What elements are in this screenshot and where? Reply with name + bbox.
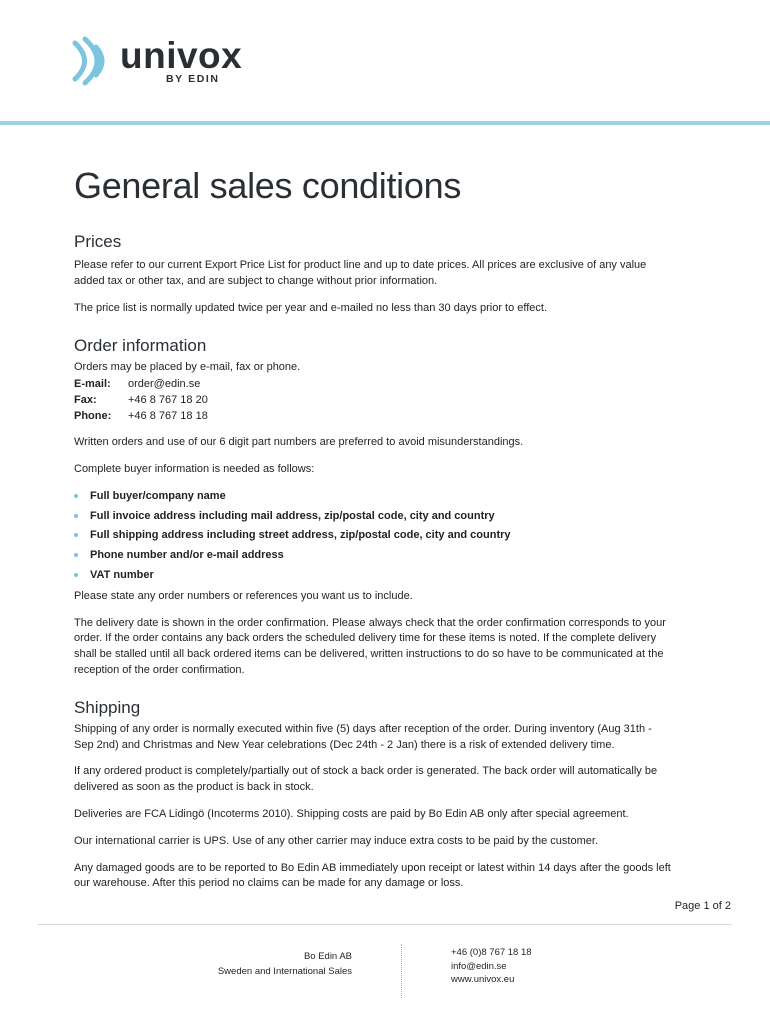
order-delivery-note: The delivery date is shown in the order confirmation. Please always check that the order confirmation corresponds to your order. If the order contains any back orders the scheduled delivery time for these items is noted. If the complete delivery shall be stalled until all back ordered items can be delivered, written instructions to do so have to be communicated at the reception of the order confirmation. [74, 616, 666, 676]
univox-logo [72, 34, 272, 90]
contact-label: Fax: [74, 394, 97, 407]
footer-company-block [200, 949, 352, 979]
document-body [74, 160, 674, 892]
section-prices [74, 231, 674, 316]
order-complete-note: Complete buyer information is needed as follows: [74, 462, 315, 475]
bullet-dot-icon [74, 553, 78, 557]
bullet-dot-icon [74, 573, 78, 577]
list-item: Full invoice address including mail address, zip/postal code, city and country [74, 507, 674, 527]
list-item: VAT number [74, 566, 674, 586]
footer-phone: +46 (0)8 767 18 18 [451, 947, 532, 958]
order-intro: Orders may be placed by e-mail, fax or phone. [74, 361, 301, 374]
prices-paragraph-1: Please refer to our current Export Price List for product line and up to date prices. All prices are exclusive of any value added tax or other tax, and are subject to change without prior information. [74, 259, 647, 287]
bullet-dot-icon [74, 494, 78, 498]
contact-row-phone [74, 408, 674, 424]
contact-fax-value: +46 8 767 18 20 [128, 394, 208, 407]
shipping-paragraph-1: Shipping of any order is normally executed within five (5) days after reception of the order. During inventory (Aug 31th - Sep 2nd) and Christmas and New Year celebrations (Dec 24th - 2 Jan) there is a risk of extended delivery time. [74, 722, 652, 751]
contact-label: E-mail: [74, 378, 111, 391]
bullet-dot-icon [74, 533, 78, 537]
contact-email-value: order@edin.se [128, 378, 201, 391]
buyer-info-list [74, 487, 674, 586]
order-written-note: Written orders and use of our 6 digit part numbers are preferred to avoid misunderstandings. [74, 436, 524, 449]
prices-paragraph-2: The price list is normally updated twice per year and e-mailed no less than 30 days prior to effect. [74, 301, 548, 314]
contact-row-fax [74, 392, 674, 408]
contact-phone-value: +46 8 767 18 18 [128, 410, 208, 423]
footer-email-link[interactable]: info@edin.se [451, 960, 507, 972]
section-shipping [74, 697, 674, 892]
footer-company-name: Bo Edin AB [303, 951, 352, 962]
list-item: Full buyer/company name [74, 487, 674, 507]
brand-subtitle: BY EDIN [166, 73, 220, 85]
section-heading-order: Order information [74, 336, 207, 356]
shipping-paragraph-3: Deliveries are FCA Lidingö (Incoterms 2010). Shipping costs are paid by Bo Edin AB only after special agreement. [74, 807, 629, 820]
list-item: Phone number and/or e-mail address [74, 546, 674, 566]
bullet-dot-icon [74, 514, 78, 518]
shipping-paragraph-5: Any damaged goods are to be reported to Bo Edin AB immediately upon receipt or latest within 14 days after the goods left our warehouse. After this period no claims can be made for any damage or loss. [74, 861, 671, 890]
footer-divider [401, 944, 403, 998]
section-heading-prices: Prices [74, 232, 122, 251]
footer-contact-block [451, 946, 532, 987]
header-rule [0, 121, 770, 125]
contact-label: Phone: [74, 410, 112, 423]
list-item: Full shipping address including street address, zip/postal code, city and country [74, 526, 674, 546]
page-number: Page 1 of 2 [674, 900, 731, 912]
footer-division: Sweden and International Sales [217, 966, 352, 977]
section-heading-shipping: Shipping [74, 697, 141, 717]
order-state-note: Please state any order numbers or references you want us to include. [74, 589, 413, 602]
brand-name: univox [120, 35, 243, 76]
footer-rule [38, 924, 732, 925]
contact-row-email [74, 376, 674, 392]
footer-web-link[interactable]: www.univox.eu [451, 974, 515, 985]
page-header [0, 0, 770, 121]
sound-waves-logo-icon [72, 36, 116, 86]
shipping-paragraph-2: If any ordered product is completely/partially out of stock a back order is generated. The back order will automatically be delivered as soon as the product is back in stock. [74, 765, 658, 794]
shipping-paragraph-4: Our international carrier is UPS. Use of any other carrier may induce extra costs to be paid by the customer. [74, 834, 598, 847]
section-order-information [74, 335, 674, 678]
page-title: General sales conditions [74, 165, 462, 206]
